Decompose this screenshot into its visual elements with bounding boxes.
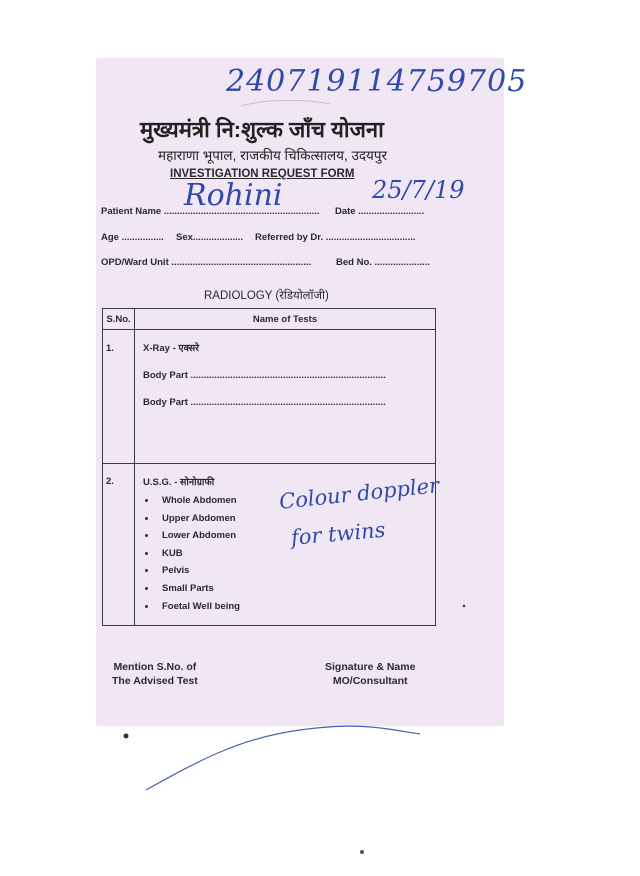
patient-name-field: Patient Name ........................................................... <box>101 206 320 217</box>
section-title: RADIOLOGY (रेडियोलॉजी) <box>204 290 329 302</box>
footer-left-line1: Mention S.No. of <box>113 661 197 673</box>
handwritten-patient-name: Rohini <box>184 178 283 213</box>
row1-sno: 1. <box>106 343 114 354</box>
row2-sno: 2. <box>106 476 114 487</box>
scheme-title: मुख्यमंत्री नि:शुल्क जाँच योजना <box>140 117 384 142</box>
handwritten-date: 25/7/19 <box>372 176 465 204</box>
usg-option-label: Whole Abdomen <box>162 495 237 506</box>
handwritten-note-line1: Colour doppler <box>278 473 441 514</box>
footer-left-line2: The Advised Test <box>112 675 198 687</box>
usg-option-label: Pelvis <box>162 565 190 576</box>
opd-ward-field: OPD/Ward Unit ..................................................... <box>101 257 312 268</box>
usg-label: U.S.G. - सोनोग्राफी <box>143 477 215 488</box>
col-tests-header: Name of Tests <box>135 309 436 330</box>
sex-field: Sex................... <box>176 232 244 243</box>
col-sno-header: S.No. <box>103 309 135 330</box>
footer-right-line1: Signature & Name <box>325 661 416 673</box>
usg-option-label: Small Parts <box>162 583 214 594</box>
body-part-1: Body Part .......................................................................... <box>143 370 386 381</box>
bed-no-field: Bed No. ..................... <box>336 257 430 268</box>
age-field: Age ................ <box>101 232 164 243</box>
footer-right-line2: MO/Consultant <box>332 675 408 687</box>
referred-by-field: Referred by Dr. .................................. <box>255 232 416 243</box>
handwritten-reg-number: 240719114759705 <box>226 64 528 99</box>
usg-option-label: KUB <box>162 548 183 559</box>
xray-label: X-Ray - एक्सरे <box>143 343 200 354</box>
usg-option-label: Foetal Well being <box>162 601 240 612</box>
usg-option-label: Lower Abdomen <box>162 530 237 541</box>
form-title: INVESTIGATION REQUEST FORM <box>170 168 355 180</box>
hospital-name: महाराणा भूपाल, राजकीय चिकित्सालय, उदयपुर <box>158 148 388 163</box>
handwritten-note-line2: for twins <box>290 517 387 550</box>
body-part-2: Body Part .......................................................................... <box>143 397 386 408</box>
date-field: Date ......................... <box>335 206 425 217</box>
usg-option-label: Upper Abdomen <box>162 513 236 524</box>
